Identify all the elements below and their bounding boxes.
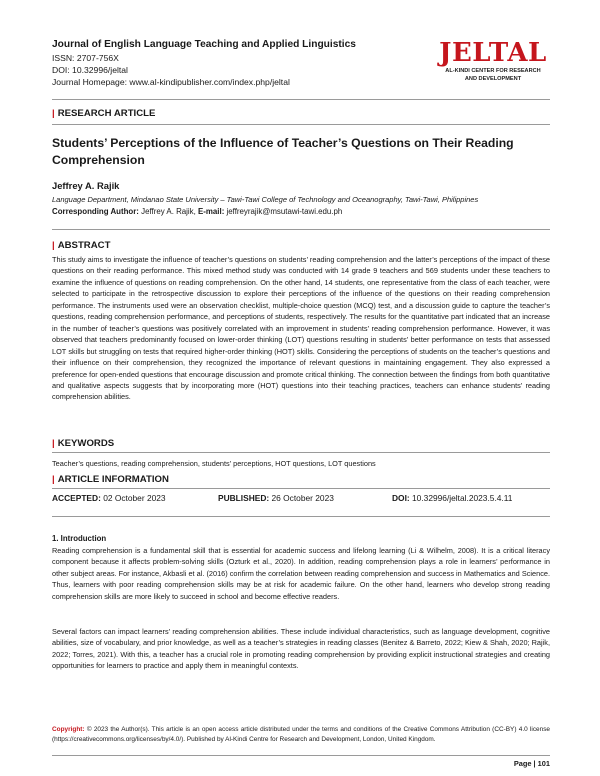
footer-divider xyxy=(52,755,550,756)
logo-subtitle-1: AL-KINDI CENTER FOR RESEARCH xyxy=(445,68,541,74)
article-doi xyxy=(392,493,512,503)
corresponding-email[interactable]: jeffreyrajik@msutawi-tawi.edu.ph xyxy=(226,207,343,216)
abstract-text: This study aims to investigate the influence of teacher’s questions on students’ reading comprehension and the latter’s perceptions of the impact of these questions on their reading performance. This mixed method study was conducted with 14 grade 9 teachers and 569 students under these teachers to examine the influence of questions on reading comprehension. On the other hand, 14 students, one representative from the class of each teacher, were selected to participate in the retrospective discussion to explore their perceptions of the influence of the questions on their reading comprehension performance. The instruments used were an observation checklist, multiple-choice question (MCQ) test, and a discussion guide to capture the teacher’s questions, reading comprehension performance, and perceptions of students, respectively. The results for the quantitative part indicated that an increase in the number of teacher’s questions was positively correlated with an improvement in students’ reading comprehension performance. However, it was observed that teachers predominantly focused on lower-order thinking (LOT) questions resulting in students’ better performance on tests that assessed LOT skills but struggling on tests that required higher-order thinking (HOT) skills. Considering the perceptions of students on the teacher’s questions and their influence on their comprehension, they recognized the importance of relevant questions in maintaining engagement. They also expressed a preference for open-ended questions that encourage discussion and promote critical thinking. The connection between the findings from both quantitative and qualitative aspects suggests that by incorporating more (HOT) questions into their teaching practices, teachers can enhance students’ reading comprehension abilities. xyxy=(52,255,550,402)
article-type-label: RESEARCH ARTICLE xyxy=(57,108,156,119)
info-bottom-divider xyxy=(52,516,550,517)
article-info-heading xyxy=(52,474,169,486)
abstract-top-divider xyxy=(52,229,550,230)
section-bar-icon: | xyxy=(52,108,55,119)
accepted-date xyxy=(52,493,166,503)
introduction-paragraph-2: Several factors can impact learners’ reading comprehension abilities. These include individual characteristics, such as language development, cognitive abilities, size of vocabulary, and prior knowledge, as well as a teacher’s strategies in reading classes (Benitez & Barreto, 2022; Kiew & Shah, 2020; Rajik, 2022; Torres, 2021). With this, a teacher has a crucial role in promoting reading comprehension by providing explicit instructional strategies and creating opportunities for learners to practice and apply them in meaningful contexts. xyxy=(52,627,550,671)
section-bar-icon: | xyxy=(52,438,55,449)
published-label: PUBLISHED: xyxy=(218,493,270,503)
header-divider xyxy=(52,99,550,100)
published-value: 26 October 2023 xyxy=(271,493,334,503)
corresponding-label: Corresponding Author: xyxy=(52,207,139,216)
doi-value[interactable]: 10.32996/jeltal.2023.5.4.11 xyxy=(412,493,513,503)
page-number: Page | 101 xyxy=(513,759,550,768)
accepted-value: 02 October 2023 xyxy=(103,493,166,503)
corresponding-name: Jeffrey A. Rajik, xyxy=(141,207,196,216)
copyright-label: Copyright: xyxy=(52,726,85,733)
corresponding-author xyxy=(52,207,342,216)
keywords-heading-label: KEYWORDS xyxy=(57,438,115,449)
journal-name: Journal of English Language Teaching and Applied Linguistics xyxy=(52,39,356,50)
author-name: Jeffrey A. Rajik xyxy=(52,180,120,191)
article-type xyxy=(52,108,155,120)
introduction-paragraph-1: Reading comprehension is a fundamental skill that is essential for academic success and lifelong learning (Li & Wilhelm, 2008). It is a critical literacy component because it affects problem-solving skills (Ozturk et al., 2020). In addition, reading comprehension plays a role in learners’ performance in other subject areas. For instance, Akbasli et al. (2016) confirm the correlation between reading comprehension and success in Mathematics and Science. Thus, learners with poor reading comprehension skills may be at risk for academic failure. On the other hand, learners who develop strong reading comprehension skills are more likely to succeed in school and become effective readers. xyxy=(52,546,550,601)
email-label: E-mail: xyxy=(198,207,225,216)
article-type-divider xyxy=(52,124,550,125)
logo-title: JELTAL xyxy=(439,38,547,68)
journal-logo xyxy=(428,38,558,83)
journal-doi: DOI: 10.32996/jeltal xyxy=(52,65,128,75)
keywords-divider xyxy=(52,452,550,453)
doi-label: DOI: xyxy=(392,493,410,503)
keywords-heading xyxy=(52,438,114,450)
copyright-notice xyxy=(52,725,550,745)
article-info-divider xyxy=(52,488,550,489)
journal-homepage: Journal Homepage: www.al-kindipublisher.com/index.php/jeltal xyxy=(52,77,290,87)
logo-subtitle-2: AND DEVELOPMENT xyxy=(464,75,522,82)
author-affiliation: Language Department, Mindanao State University – Tawi-Tawi College of Technology and Oceanography, Tawi-Tawi, Philippines xyxy=(52,195,479,204)
journal-header xyxy=(52,38,392,88)
abstract-heading-label: ABSTRACT xyxy=(57,240,111,251)
journal-issn: ISSN: 2707-756X xyxy=(52,53,119,63)
paper-title: Students’ Perceptions of the Influence of Teacher’s Questions on Their Reading Comprehension xyxy=(52,136,514,167)
section-bar-icon: | xyxy=(52,240,55,251)
copyright-text: © 2023 the Author(s). This article is an open access article distributed under the terms and conditions of the Creative Commons Attribution (CC-BY) 4.0 license (https://creativecommons.org/licenses/by/4.0/). Published by Al-Kindi Centre for Research and Development, London, United Kingdom. xyxy=(52,726,550,743)
published-date xyxy=(218,493,334,503)
abstract-heading xyxy=(52,240,110,252)
keywords-text: Teacher’s questions, reading comprehension, students’ perceptions, HOT questions, LOT questions xyxy=(52,459,376,468)
accepted-label: ACCEPTED: xyxy=(52,493,101,503)
article-info-heading-label: ARTICLE INFORMATION xyxy=(57,474,169,485)
section-bar-icon: | xyxy=(52,474,55,485)
introduction-heading: 1. Introduction xyxy=(52,534,107,543)
